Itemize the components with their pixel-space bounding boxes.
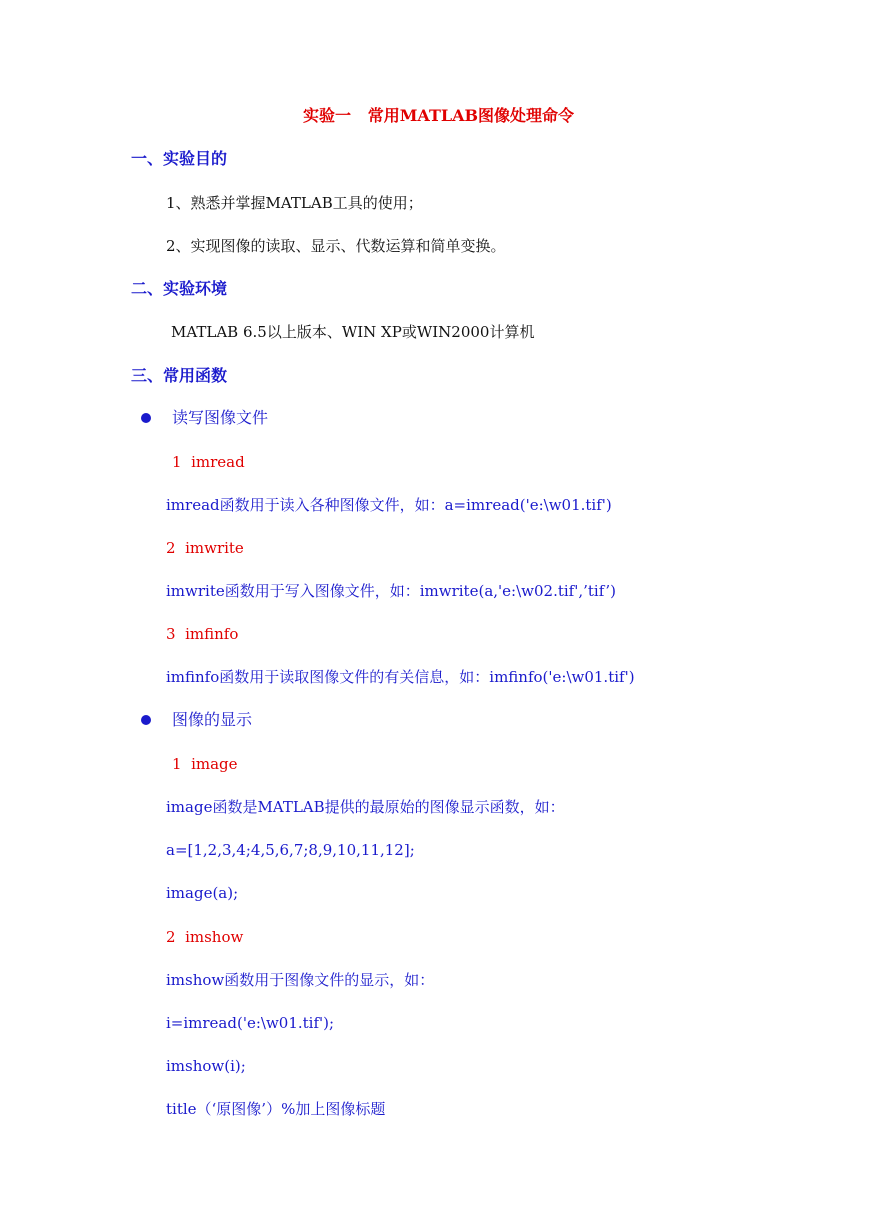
code-line-image-1: a=[1,2,3,4;4,5,6,7;8,9,10,11,12]; — [166, 841, 415, 859]
function-desc-imshow: imshow函数用于图像文件的显示，如： — [166, 971, 435, 989]
code-line-image-2: image(a); — [166, 884, 239, 902]
section-heading-environment: 二、实验环境 — [131, 279, 228, 298]
code-line-imshow-3: title（‘原图像’）%加上图像标题 — [166, 1100, 386, 1118]
bullet-label-read-write: 读写图像文件 — [172, 408, 269, 427]
function-desc-imfinfo: imfinfo函数用于读取图像文件的有关信息，如：imfinfo('e:\w01.tif') — [166, 668, 635, 686]
code-line-imshow-2: imshow(i); — [166, 1057, 246, 1075]
code-line-imshow-1: i=imread('e:\w01.tif'); — [166, 1014, 335, 1032]
function-desc-imread: imread函数用于读入各种图像文件，如：a=imread('e:\w01.tif') — [166, 496, 612, 514]
function-title-imfinfo: 3 imfinfo — [166, 625, 239, 643]
bullet-icon — [141, 413, 151, 423]
function-title-imread: 1 imread — [172, 453, 245, 471]
bullet-icon — [141, 715, 151, 725]
bullet-label-display: 图像的显示 — [172, 710, 253, 729]
purpose-item-2: 2、实现图像的读取、显示、代数运算和简单变换。 — [166, 237, 506, 255]
function-title-image: 1 image — [172, 755, 238, 773]
function-desc-image: image函数是MATLAB提供的最原始的图像显示函数，如： — [166, 798, 565, 816]
purpose-item-1: 1、熟悉并掌握MATLAB工具的使用； — [166, 194, 423, 212]
document-title: 实验一 常用MATLAB图像处理命令 — [303, 106, 575, 125]
section-heading-functions: 三、常用函数 — [131, 366, 228, 385]
function-title-imshow: 2 imshow — [166, 928, 244, 946]
section-heading-purpose: 一、实验目的 — [131, 149, 228, 168]
function-title-imwrite: 2 imwrite — [166, 539, 244, 557]
environment-text: MATLAB 6.5以上版本、WIN XP或WIN2000计算机 — [171, 323, 535, 341]
function-desc-imwrite: imwrite函数用于写入图像文件，如：imwrite(a,'e:\w02.tif',’tif’) — [166, 582, 616, 600]
